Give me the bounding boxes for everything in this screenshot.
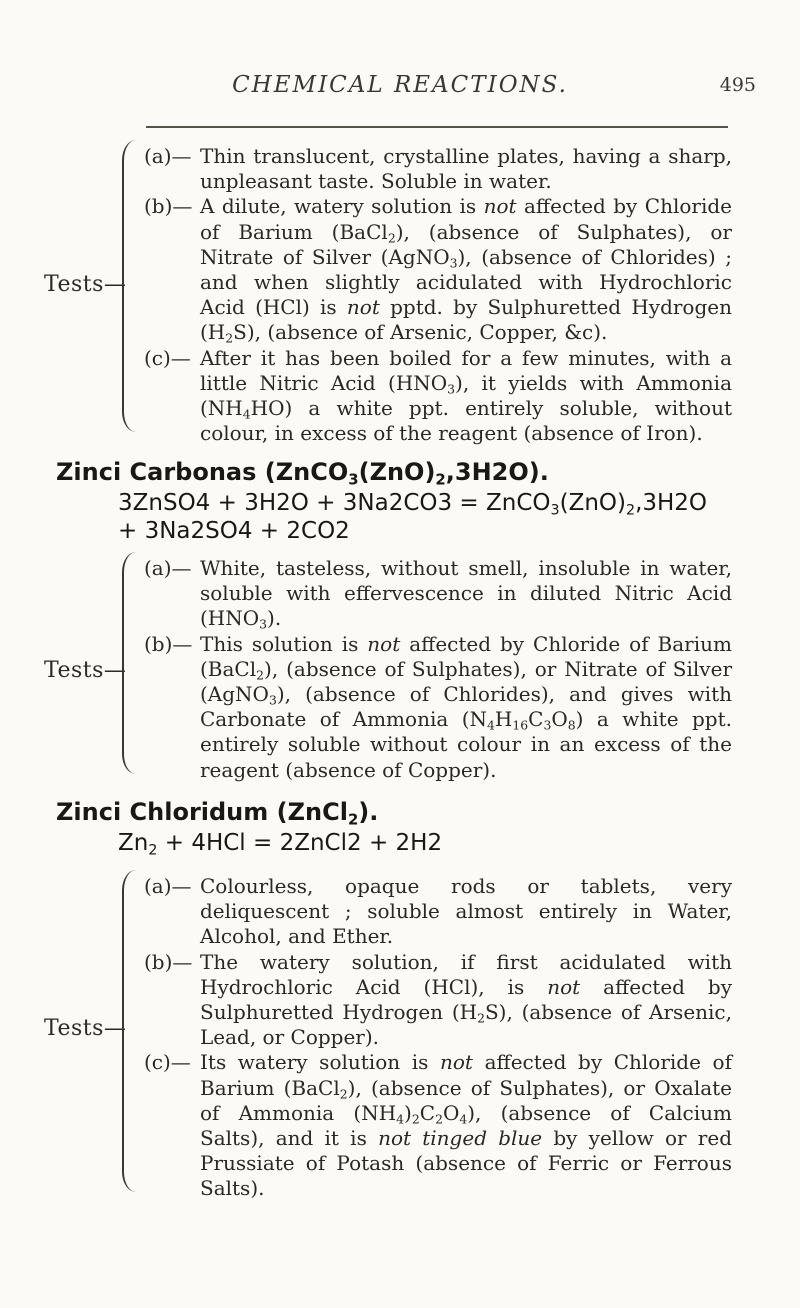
- test-item: [144, 194, 732, 345]
- test-item: [144, 632, 732, 783]
- test-marker: (a)—: [144, 874, 192, 898]
- test-marker: (a)—: [144, 556, 192, 580]
- test-text: After it has been boiled for a few minutes, with a little Nitric Acid $(HNO_3)$, it yields with Ammonia $(NH_4HO)$ a white ppt. entirely soluble, without colour, in excess of the reagent (absence of Iron).: [200, 345, 732, 446]
- test-text: Colourless, opaque rods or tablets, very deliquescent ; soluble almost entirely in Water, Alcohol, and Ether.: [200, 874, 732, 949]
- running-title: CHEMICAL REACTIONS.: [232, 72, 568, 98]
- test-item: [144, 1050, 732, 1201]
- brace: [122, 870, 136, 1192]
- test-marker: (b)—: [144, 194, 193, 219]
- test-text: Its watery solution is not affected by Chloride of Barium (BaCl$_2$), (absence of Sulphates), or Oxalate of Ammonia $(NH_4)_2C_2O_4$), (absence of Calcium Salts), and it is not tinged blue by yellow or red Prussiate of Potash (absence of Ferric or Ferrous Salts).: [200, 1050, 733, 1201]
- test-item: [144, 346, 732, 447]
- test-text: White, tasteless, without smell, insoluble in water, soluble with effervescence in diluted Nitric Acid $(HNO_3)$.: [200, 556, 732, 633]
- test-marker: (a)—: [144, 144, 192, 168]
- equation-line: $Zn_2 + 4HCl$ = 2ZnCl2 + 2H2: [118, 830, 443, 859]
- brace: [122, 552, 136, 774]
- brace: [122, 140, 136, 432]
- tests-label: Tests—: [44, 272, 127, 297]
- test-item: [144, 556, 732, 632]
- tests-list: [144, 556, 732, 783]
- equation-line: + 3Na2SO4 + 2CO2: [118, 518, 350, 544]
- page-header: [0, 72, 800, 102]
- tests-label: Tests—: [44, 658, 127, 683]
- test-text: A dilute, watery solution is not affected by Chloride of Barium (BaCl$_2$), (absence of Sulphates), or Nitrate of Silver (AgNO$_3$), (absence of Chlorides) ; and when slightly acidulated with Hydrochloric Acid (HCl) is not pptd. by Sulphuretted Hydrogen $(H_2S)$, (absence of Arsenic, Copper, &c).: [200, 194, 732, 347]
- page-number: 495: [719, 74, 756, 96]
- test-text: Thin translucent, crystalline plates, having a sharp, unpleasant taste. Soluble in water.: [200, 144, 732, 194]
- test-text: The watery solution, if first acidulated with Hydrochloric Acid (HCl), is not affected by Sulphuretted Hydrogen $(H_2S)$, (absence of Arsenic, Lead, or Copper).: [200, 949, 733, 1050]
- section-heading: Zinci Chloridum (ZnCl$_2$).: [56, 798, 379, 829]
- test-marker: (c)—: [144, 345, 191, 370]
- test-marker: (c)—: [144, 1050, 191, 1075]
- section-heading: Zinci Carbonas $(ZnCO_3(ZnO)_2,3H2O)$.: [56, 458, 549, 489]
- header-rule: [146, 126, 728, 128]
- tests-list: [144, 874, 732, 1202]
- test-item: [144, 874, 732, 950]
- test-text: This solution is not affected by Chloride of Barium (BaCl$_2$), (absence of Sulphates), or Nitrate of Silver (AgNO$_3$), (absence of Chlorides), and gives with Carbonate of Ammonia $(N_4H_{16}C_3O_8)$ a white ppt. entirely soluble without colour in an excess of the reagent (absence of Copper).: [200, 631, 732, 782]
- tests-list: [144, 144, 732, 446]
- equation-line: 3ZnSO4 + $3H2O + 3Na2CO3 = ZnCO_3(ZnO)_2,3H2O$: [118, 490, 708, 519]
- test-marker: (b)—: [144, 949, 193, 974]
- test-item: [144, 950, 732, 1051]
- tests-label: Tests—: [44, 1016, 127, 1041]
- test-marker: (b)—: [144, 631, 193, 656]
- test-item: [144, 144, 732, 194]
